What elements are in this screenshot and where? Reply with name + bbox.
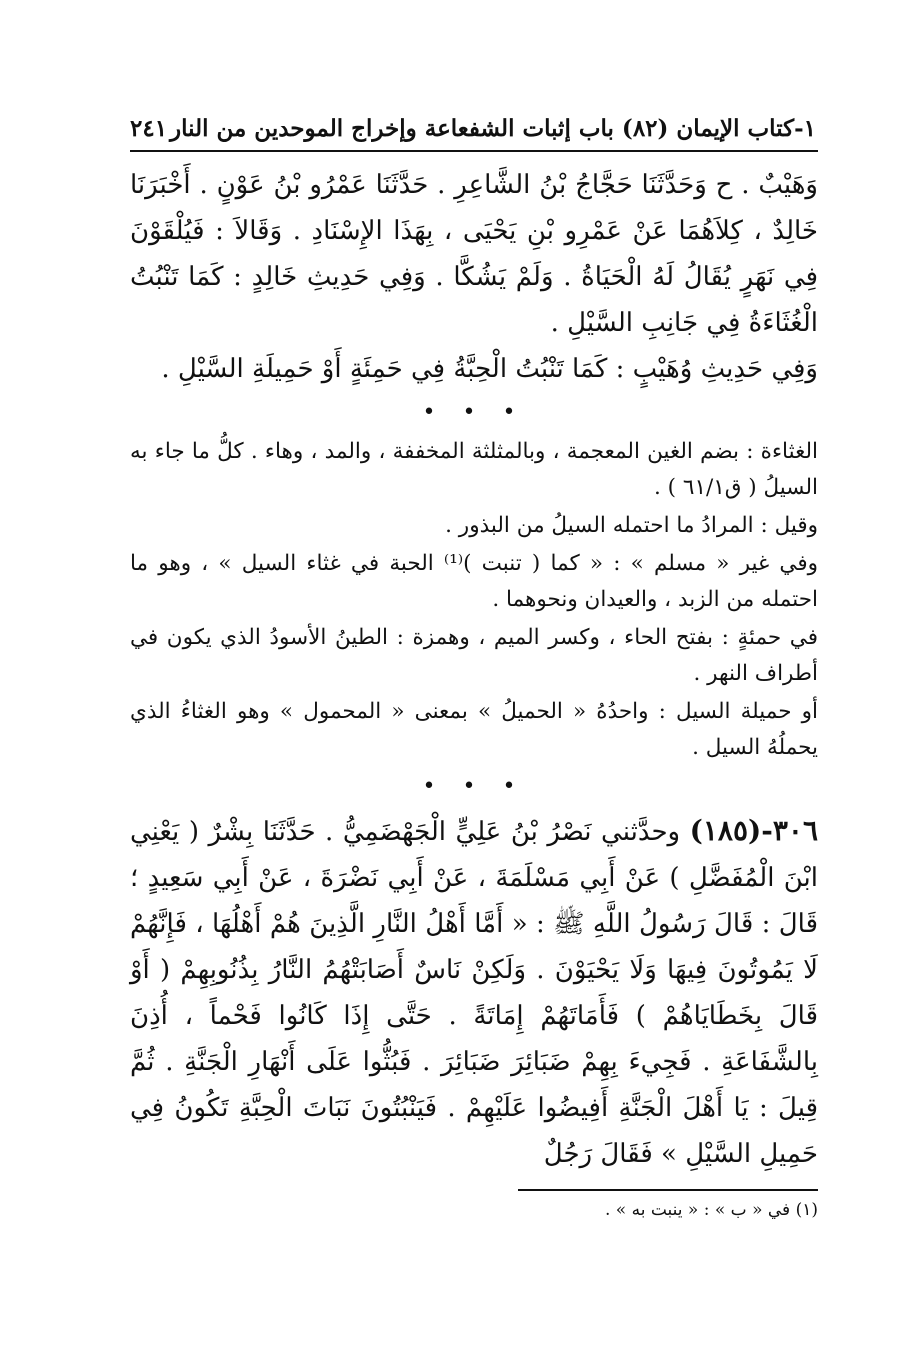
section-separator: • • •: [422, 774, 526, 799]
commentary-notes: [130, 434, 818, 766]
hadith-paragraph: [130, 808, 818, 1177]
hadith-text: وحدَّثني نَصْرُ بْنُ عَلِيٍّ الْجَهْضَمِيُّ . حَدَّثَنَا بِشْرٌ ( يَعْنِي ابْنَ الْمُفَضَّلِ ) عَنْ أَبِي مَسْلَمَةَ ، عَنْ أَبِي نَضْرَةَ ، عَنْ أَبِي سَعِيدٍ ؛ قَالَ : قَالَ رَسُولُ اللَّهِ ﷺ : « أَمَّا أَهْلُ النَّارِ الَّذِينَ هُمْ أَهْلُهَا ، فَإِنَّهُمْ لَا يَمُوتُونَ فِيهَا وَلَا يَحْيَوْنَ . وَلَكِنْ نَاسٌ أَصَابَتْهُمُ النَّارُ بِذُنُوبِهِمْ ( أَوْ قَالَ بِخَطَايَاهُمْ ) فَأَمَاتَهُمْ إِمَاتَةً . حَتَّى إِذَا كَانُوا فَحْماً ، أُذِنَ بِالشَّفَاعَةِ . فَجِيءَ بِهِمْ ضَبَائِرَ ضَبَائِرَ . فَبُثُّوا عَلَى أَنْهَارِ الْجَنَّةِ . ثُمَّ قِيلَ : يَا أَهْلَ الْجَنَّةِ أَفِيضُوا عَلَيْهِمْ . فَيَنْبُتُونَ نَبَاتَ الْحِبَّةِ تَكُونُ فِي حَمِيلِ السَّيْلِ » فَقَالَ رَجُلٌ: [130, 817, 818, 1169]
hadith-paragraph: وَفِي حَدِيثِ وُهَيْبٍ : كَمَا تَنْبُتُ الْحِبَّةُ فِي حَمِئَةٍ أَوْ حَمِيلَةِ السَّيْلِ .: [161, 354, 818, 384]
hadith-306: [130, 808, 818, 1177]
hadith-paragraph: وَهَيْبٌ . ح وَحَدَّثَنَا حَجَّاجُ بْنُ الشَّاعِرِ . حَدَّثَنَا عَمْرُو بْنُ عَوْنٍ . أَخْبَرَنَا خَالِدٌ ، كِلاَهُمَا عَنْ عَمْرِو بْنِ يَحْيَى ، بِهَذَا الإِسْنَادِ . وَقَالاَ : فَيُلْقَوْنَ فِي نَهَرٍ يُقَالُ لَهُ الْحَيَاةُ . وَلَمْ يَشُكَّا . وَفِي حَدِيثِ خَالِدٍ : كَمَا تَنْبُتُ الْغُثَاءَةُ فِي جَانِبِ السَّيْلِ .: [130, 170, 818, 338]
hadith-number: ٣٠٦-(١٨٥): [689, 814, 818, 847]
footnote-divider: [518, 1189, 818, 1191]
running-header: [130, 112, 818, 152]
note-paragraph: الغثاءة : بضم الغين المعجمة ، وبالمثلثة المخففة ، والمد ، وهاء . كلُّ ما جاء به السيلُ ( ق٦١/١ ) .: [130, 439, 818, 500]
note-paragraph: وقيل : المرادُ ما احتمله السيلُ من البذور .: [445, 513, 818, 538]
book-page: [130, 112, 818, 1322]
section-separator: • • •: [422, 400, 526, 425]
note-paragraph: وفي غير « مسلم » : « كما ( تنبت )⁽¹⁾ الحبة في غثاء السيل » ، وهو ما احتمله من الزبد ، والعيدان ونحوهما .: [130, 551, 818, 612]
note-paragraph: في حمئةٍ : بفتح الحاء ، وكسر الميم ، وهمزة : الطينُ الأسودُ الذي يكون في أطراف النهر .: [130, 625, 818, 686]
page-number: ٢٤١: [130, 115, 168, 142]
hadith-continuation: [130, 162, 818, 392]
footnote: (١) في « ب » : « ينبت به » .: [604, 1200, 818, 1220]
chapter-title: ١-كتاب الإيمان (٨٢) باب إثبات الشفعاعة وإخراج الموحدين من النار: [170, 115, 816, 142]
note-paragraph: أو حميلة السيل : واحدُهُ « الحميلُ » بمعنى « المحمول » وهو الغثاءُ الذي يحملُهُ السيل .: [130, 699, 818, 760]
